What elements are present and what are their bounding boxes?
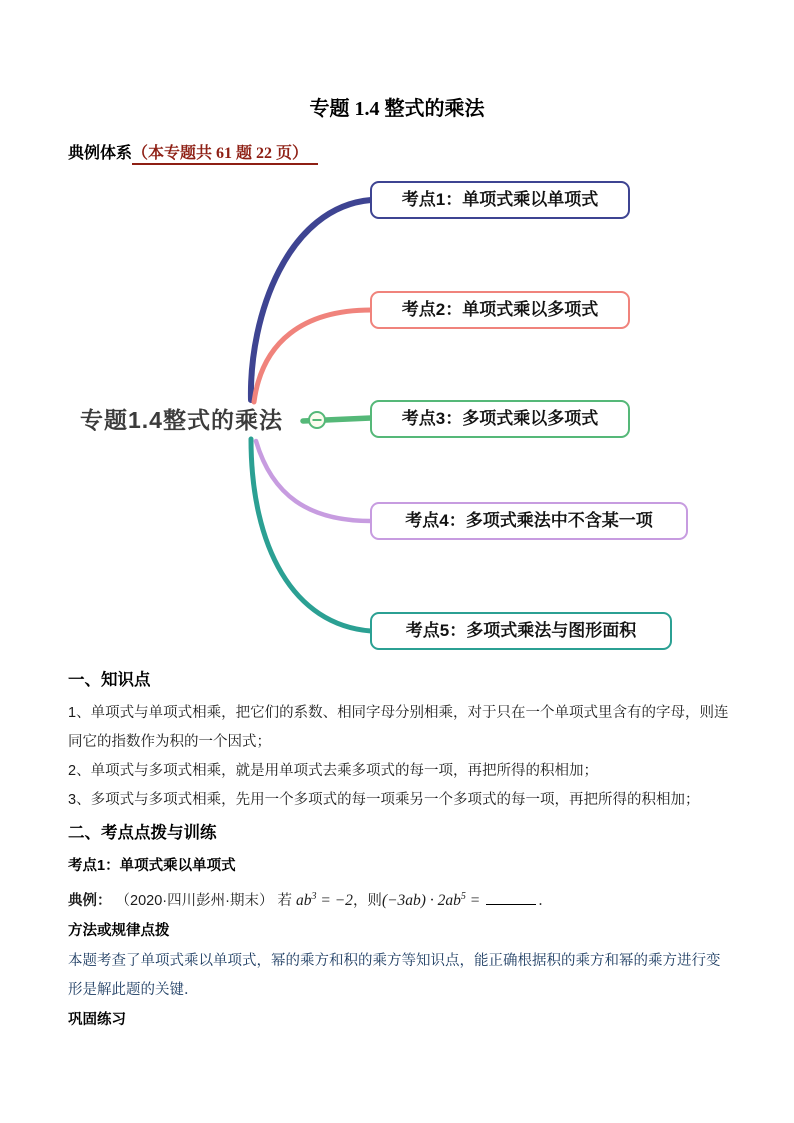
mindmap-node-kaodian5: 考点5：多项式乘法与图形面积 [370,612,672,650]
subtitle [68,140,318,163]
knowledge-item-3: 3、多项式与多项式相乘，先用一个多项式的每一项乘另一个多项式的每一项，再把所得的积相加； [68,792,700,808]
subtitle-prefix: 典例体系 [68,145,133,162]
content-body [68,662,730,1036]
example-connector: ，则 [352,893,382,910]
mindmap-center-label: 专题1.4整式的乘法 [80,407,283,433]
collapse-toggle-icon [309,412,325,428]
branch-curve-2 [254,310,371,402]
page-title: 专题 1.4 整式的乘法 [309,98,485,120]
mindmap-node-kaodian2: 考点2：单项式乘以多项式 [370,291,630,329]
branch-curve-1 [251,200,371,400]
knowledge-item-1: 1、单项式与单项式相乘，把它们的系数、相同字母分别相乘，对于只在一个单项式里含有的字母，则连同它的指数作为积的一个因式； [68,705,729,750]
example-label: 典例： [68,893,112,910]
example-expr2: $(-3ab) \cdot 2ab^5$ = [381,891,481,910]
mindmap-node-kaodian1: 考点1：单项式乘以单项式 [370,181,630,219]
knowledge-item-2: 2、单项式与多项式相乘，就是用单项式去乘多项式的每一项，再把所得的积相加； [68,763,599,779]
example-expr1: $ab^3 = -2$ [296,891,353,910]
branch-curve-5 [251,439,371,631]
example-source: （2020·四川彭州·期末） [115,893,274,910]
mindmap-figure [0,165,794,675]
method-text: 本题考查了单项式乘以单项式，幂的乘方和积的乘方等知识点，能正确根据积的乘方和幂的乘方进行变形是解此题的关键． [68,953,721,999]
subtitle-highlight: （本专题共 61 题 22 页） [132,145,318,165]
example-period: ． [538,893,553,910]
mindmap-node-kaodian3: 考点3：多项式乘以多项式 [370,400,630,438]
branch-curve-3 [303,418,371,421]
example-cond-prefix: 若 [277,893,297,910]
example-line [68,882,730,916]
answer-blank [486,890,536,905]
knowledge-heading: 一、知识点 [68,671,151,689]
topic1-heading: 考点1：单项式乘以单项式 [68,858,236,874]
practice-heading: 巩固练习 [68,1012,126,1029]
method-heading: 方法或规律点拨 [68,923,170,940]
mindmap-node-kaodian4: 考点4：多项式乘法中不含某一项 [370,502,688,540]
branch-curve-4 [256,441,371,521]
training-heading: 二、考点点拨与训练 [68,824,217,842]
